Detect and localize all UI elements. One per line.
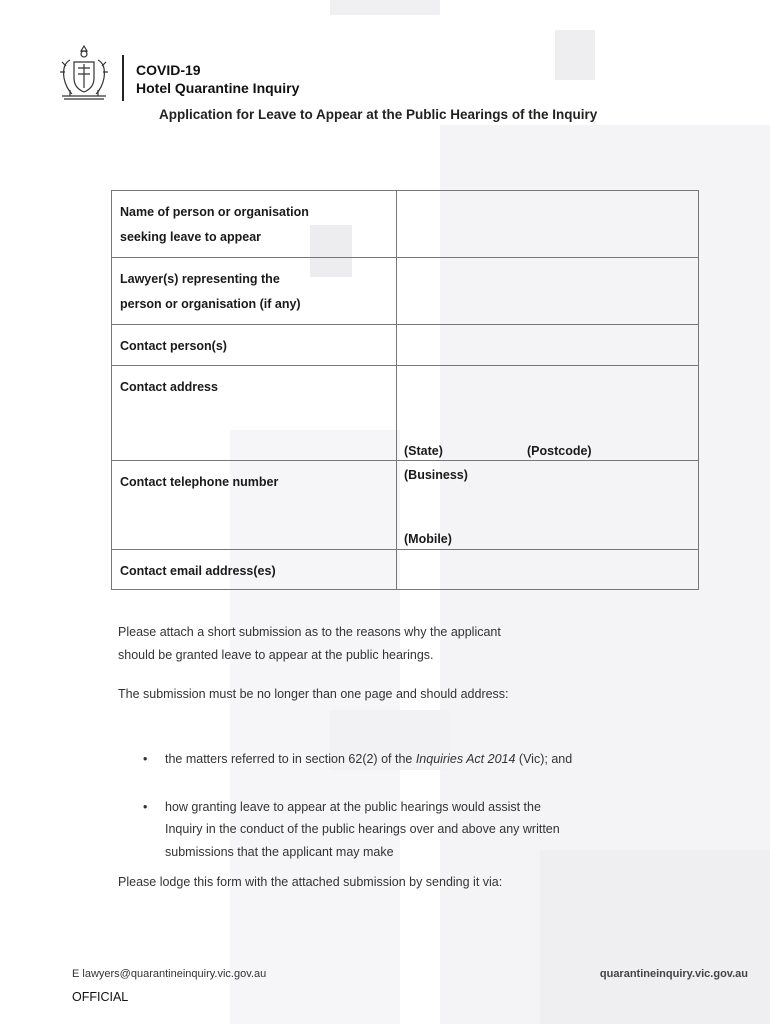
form-label-lawyers — [112, 258, 397, 325]
scan-artifact — [540, 850, 770, 1024]
label-text: Lawyer(s) representing the — [120, 272, 280, 286]
footer-email[interactable]: E lawyers@quarantineinquiry.vic.gov.au — [72, 968, 267, 980]
brand-line-1: COVID-19 — [136, 62, 201, 78]
list-item-text: how granting leave to appear at the public hearings would assist the — [165, 799, 541, 814]
contact-person-field[interactable] — [397, 325, 699, 366]
scan-artifact — [555, 30, 595, 80]
form-row-address — [112, 366, 699, 461]
classification-label: OFFICIAL — [72, 990, 129, 1004]
label-text: Contact person(s) — [120, 339, 227, 353]
mobile-label: (Mobile) — [404, 532, 452, 546]
label-text: Contact email address(es) — [120, 564, 276, 578]
lawyers-field[interactable] — [397, 258, 699, 325]
paragraph-line: Please attach a short submission as to the reasons why the applicant — [118, 625, 501, 639]
footer-website[interactable]: quarantineinquiry.vic.gov.au — [599, 968, 748, 980]
requirement-list — [143, 748, 643, 863]
form-label-address — [112, 366, 397, 461]
label-text: Name of person or organisation — [120, 205, 309, 219]
postcode-label: (Postcode) — [527, 444, 592, 458]
bullet-icon: • — [143, 752, 148, 766]
name-field[interactable] — [397, 191, 699, 258]
lodge-paragraph: Please lodge this form with the attached submission by sending it via: — [118, 875, 503, 889]
requirement-paragraph: The submission must be no longer than one page and should address: — [118, 687, 509, 701]
telephone-field[interactable] — [397, 461, 699, 550]
list-item-text: submissions that the applicant may make — [165, 844, 394, 859]
instruction-paragraph — [118, 621, 501, 667]
scan-artifact — [330, 0, 440, 15]
document-title: Application for Leave to Appear at the Public Hearings of the Inquiry — [159, 107, 598, 122]
list-item-text: (Vic); and — [515, 752, 573, 766]
form-row-contact-person — [112, 325, 699, 366]
brand-line-2: Hotel Quarantine Inquiry — [136, 80, 300, 96]
form-label-telephone — [112, 461, 397, 550]
form-row-email — [112, 550, 699, 590]
form-label-contact-person — [112, 325, 397, 366]
coat-of-arms-icon — [56, 42, 112, 102]
application-form-table — [111, 190, 699, 590]
form-row-telephone — [112, 461, 699, 550]
list-item-text: the matters referred to in section 62(2) of the — [165, 752, 416, 766]
form-label-name — [112, 191, 397, 258]
form-row-lawyers — [112, 258, 699, 325]
business-label: (Business) — [404, 468, 468, 482]
form-label-email — [112, 550, 397, 590]
form-row-name — [112, 191, 699, 258]
address-field[interactable] — [397, 366, 699, 461]
email-field[interactable] — [397, 550, 699, 590]
bullet-icon: • — [143, 799, 148, 814]
list-item — [143, 748, 643, 771]
state-label: (State) — [404, 444, 443, 458]
label-text: seeking leave to appear — [120, 230, 262, 244]
list-item — [143, 796, 643, 864]
act-name: Inquiries Act 2014 — [415, 752, 516, 766]
brand-title — [136, 61, 299, 97]
label-text: Contact address — [120, 380, 218, 394]
paragraph-line: should be granted leave to appear at the public hearings. — [118, 648, 434, 662]
list-item-text: Inquiry in the conduct of the public hearings over and above any written — [165, 822, 560, 836]
header-divider — [122, 55, 124, 101]
label-text: Contact telephone number — [120, 475, 279, 489]
label-text: person or organisation (if any) — [120, 297, 301, 311]
